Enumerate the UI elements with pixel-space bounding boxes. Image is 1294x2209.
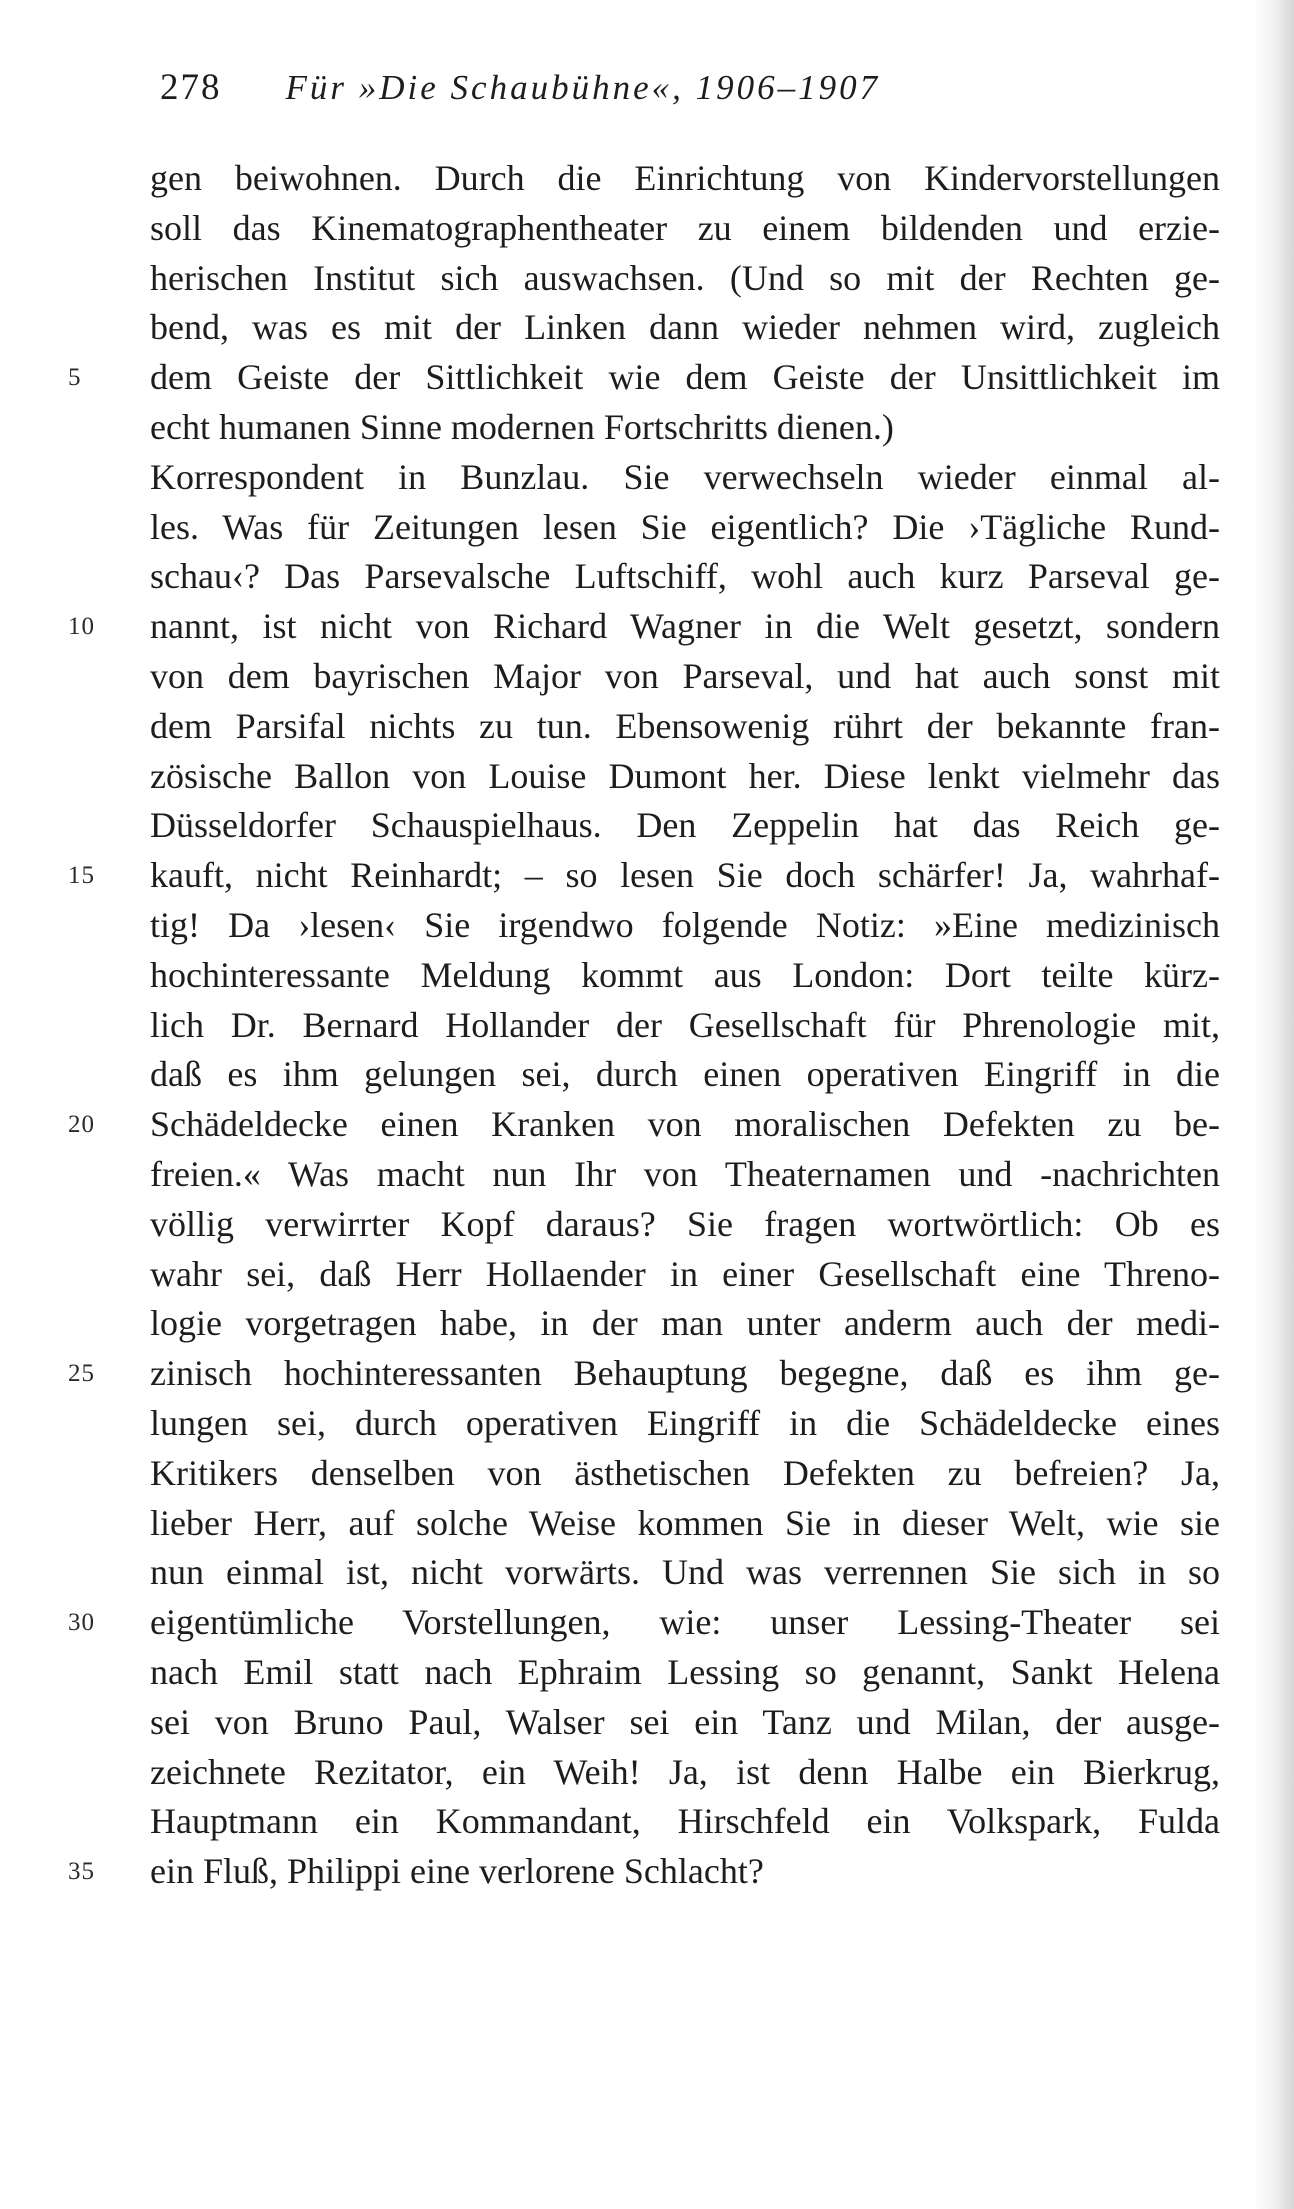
text-line xyxy=(150,1150,1220,1200)
text-line xyxy=(68,1847,1220,1897)
line-text: zösische Ballon von Louise Dumont her. Diese lenkt vielmehr das xyxy=(150,755,1220,796)
line-text: Kritikers denselben von ästhetischen Defekten zu befreien? Ja, xyxy=(150,1452,1220,1493)
line-text: nannt, ist nicht von Richard Wagner in die Welt gesetzt, sondern xyxy=(150,606,1220,647)
line-text: Düsseldorfer Schauspielhaus. Den Zeppelin hat das Reich ge- xyxy=(150,805,1220,846)
line-text: lungen sei, durch operativen Eingriff in die Schädeldecke eines xyxy=(150,1402,1220,1443)
text-line xyxy=(68,1598,1220,1648)
text-line xyxy=(68,602,1220,652)
text-line xyxy=(150,752,1220,802)
line-text: zinisch hochinteressanten Behauptung begegne, daß es ihm ge- xyxy=(150,1353,1220,1394)
line-text: bend, was es mit der Linken dann wieder nehmen wird, zugleich xyxy=(150,307,1220,348)
text-line xyxy=(150,1299,1220,1349)
line-text: soll das Kinematographentheater zu einem bildenden und erzie- xyxy=(150,207,1220,248)
text-line xyxy=(150,702,1220,752)
line-text: sei von Bruno Paul, Walser sei ein Tanz und Milan, der ausge- xyxy=(150,1701,1220,1742)
line-text: schau‹? Das Parsevalsche Luftschiff, wohl auch kurz Parseval ge- xyxy=(150,556,1220,597)
line-text: dem Parsifal nichts zu tun. Ebensowenig rührt der bekannte fran- xyxy=(150,705,1220,746)
line-text: tig! Da ›lesen‹ Sie irgendwo folgende Notiz: »Eine medizinisch xyxy=(150,904,1220,945)
text-line xyxy=(150,801,1220,851)
line-text: Hauptmann ein Kommandant, Hirschfeld ein Volkspark, Fulda xyxy=(150,1801,1220,1842)
line-text: eigentümliche Vorstellungen, wie: unser Lessing-Theater sei xyxy=(150,1602,1220,1643)
line-number: 20 xyxy=(68,1111,95,1139)
line-text: daß es ihm gelungen sei, durch einen operativen Eingriff in die xyxy=(150,1054,1220,1095)
text-line xyxy=(68,851,1220,901)
line-text: ein Fluß, Philippi eine verlorene Schlacht? xyxy=(150,1851,764,1892)
line-text: herischen Institut sich auswachsen. (Und so mit der Rechten ge- xyxy=(150,257,1220,298)
text-line xyxy=(150,254,1220,304)
text-line xyxy=(150,204,1220,254)
line-text: von dem bayrischen Major von Parseval, und hat auch sonst mit xyxy=(150,655,1220,696)
line-number: 30 xyxy=(68,1609,95,1637)
line-text: hochinteressante Meldung kommt aus London: Dort teilte kürz- xyxy=(150,954,1220,995)
text-line xyxy=(150,652,1220,702)
line-number: 15 xyxy=(68,862,95,890)
page-edge-shadow xyxy=(1254,0,1294,2209)
line-text: gen beiwohnen. Durch die Einrichtung von Kindervorstellungen xyxy=(150,158,1220,198)
line-number: 25 xyxy=(68,1360,95,1388)
line-number: 35 xyxy=(68,1858,95,1886)
text-line xyxy=(68,353,1220,403)
line-text: nun einmal ist, nicht vorwärts. Und was verrennen Sie sich in so xyxy=(150,1552,1220,1593)
text-line xyxy=(68,1349,1220,1399)
running-title: Für »Die Schaubühne«, 1906–1907 xyxy=(285,68,881,107)
line-text: dem Geiste der Sittlichkeit wie dem Geiste der Unsittlichkeit im xyxy=(150,357,1220,398)
line-number: 5 xyxy=(68,364,82,392)
line-text: kauft, nicht Reinhardt; – so lesen Sie doch schärfer! Ja, wahrhaf- xyxy=(150,855,1220,896)
text-line xyxy=(150,1499,1220,1549)
line-text: lich Dr. Bernard Hollander der Gesellschaft für Phrenologie mit, xyxy=(150,1004,1220,1045)
text-line xyxy=(150,951,1220,1001)
text-line xyxy=(150,1548,1220,1598)
text-line xyxy=(150,901,1220,951)
text-line xyxy=(68,1100,1220,1150)
line-text: Schädeldecke einen Kranken von moralischen Defekten zu be- xyxy=(150,1104,1220,1145)
text-line xyxy=(150,1797,1220,1847)
text-line xyxy=(150,1250,1220,1300)
text-line xyxy=(150,1001,1220,1051)
body-text xyxy=(68,154,1220,1897)
text-line xyxy=(150,403,1220,453)
line-text: les. Was für Zeitungen lesen Sie eigentlich? Die ›Tägliche Rund- xyxy=(150,506,1220,547)
line-text: zeichnete Rezitator, ein Weih! Ja, ist denn Halbe ein Bierkrug, xyxy=(150,1751,1220,1792)
line-text: nach Emil statt nach Ephraim Lessing so genannt, Sankt Helena xyxy=(150,1651,1220,1692)
line-number: 10 xyxy=(68,613,95,641)
line-text: logie vorgetragen habe, in der man unter anderm auch der medi- xyxy=(150,1303,1220,1344)
text-line xyxy=(150,303,1220,353)
text-line xyxy=(150,453,1220,503)
running-head xyxy=(160,66,880,116)
text-line xyxy=(150,1050,1220,1100)
line-text: völlig verwirrter Kopf daraus? Sie fragen wortwörtlich: Ob es xyxy=(150,1203,1220,1244)
text-line xyxy=(150,552,1220,602)
text-line xyxy=(150,1449,1220,1499)
line-text: Korrespondent in Bunzlau. Sie verwechseln wieder einmal al- xyxy=(150,456,1220,497)
line-text: lieber Herr, auf solche Weise kommen Sie in dieser Welt, wie sie xyxy=(150,1502,1220,1543)
page-number: 278 xyxy=(160,67,222,108)
text-line xyxy=(150,1748,1220,1798)
text-line xyxy=(150,1399,1220,1449)
line-text: freien.« Was macht nun Ihr von Theaternamen und -nachrichten xyxy=(150,1153,1220,1194)
text-line xyxy=(150,503,1220,553)
text-line xyxy=(150,1200,1220,1250)
line-text: wahr sei, daß Herr Hollaender in einer Gesellschaft eine Threno- xyxy=(150,1253,1220,1294)
text-line xyxy=(150,1698,1220,1748)
text-line xyxy=(150,154,1220,204)
text-line xyxy=(150,1648,1220,1698)
line-text: echt humanen Sinne modernen Fortschritts dienen.) xyxy=(150,406,894,447)
